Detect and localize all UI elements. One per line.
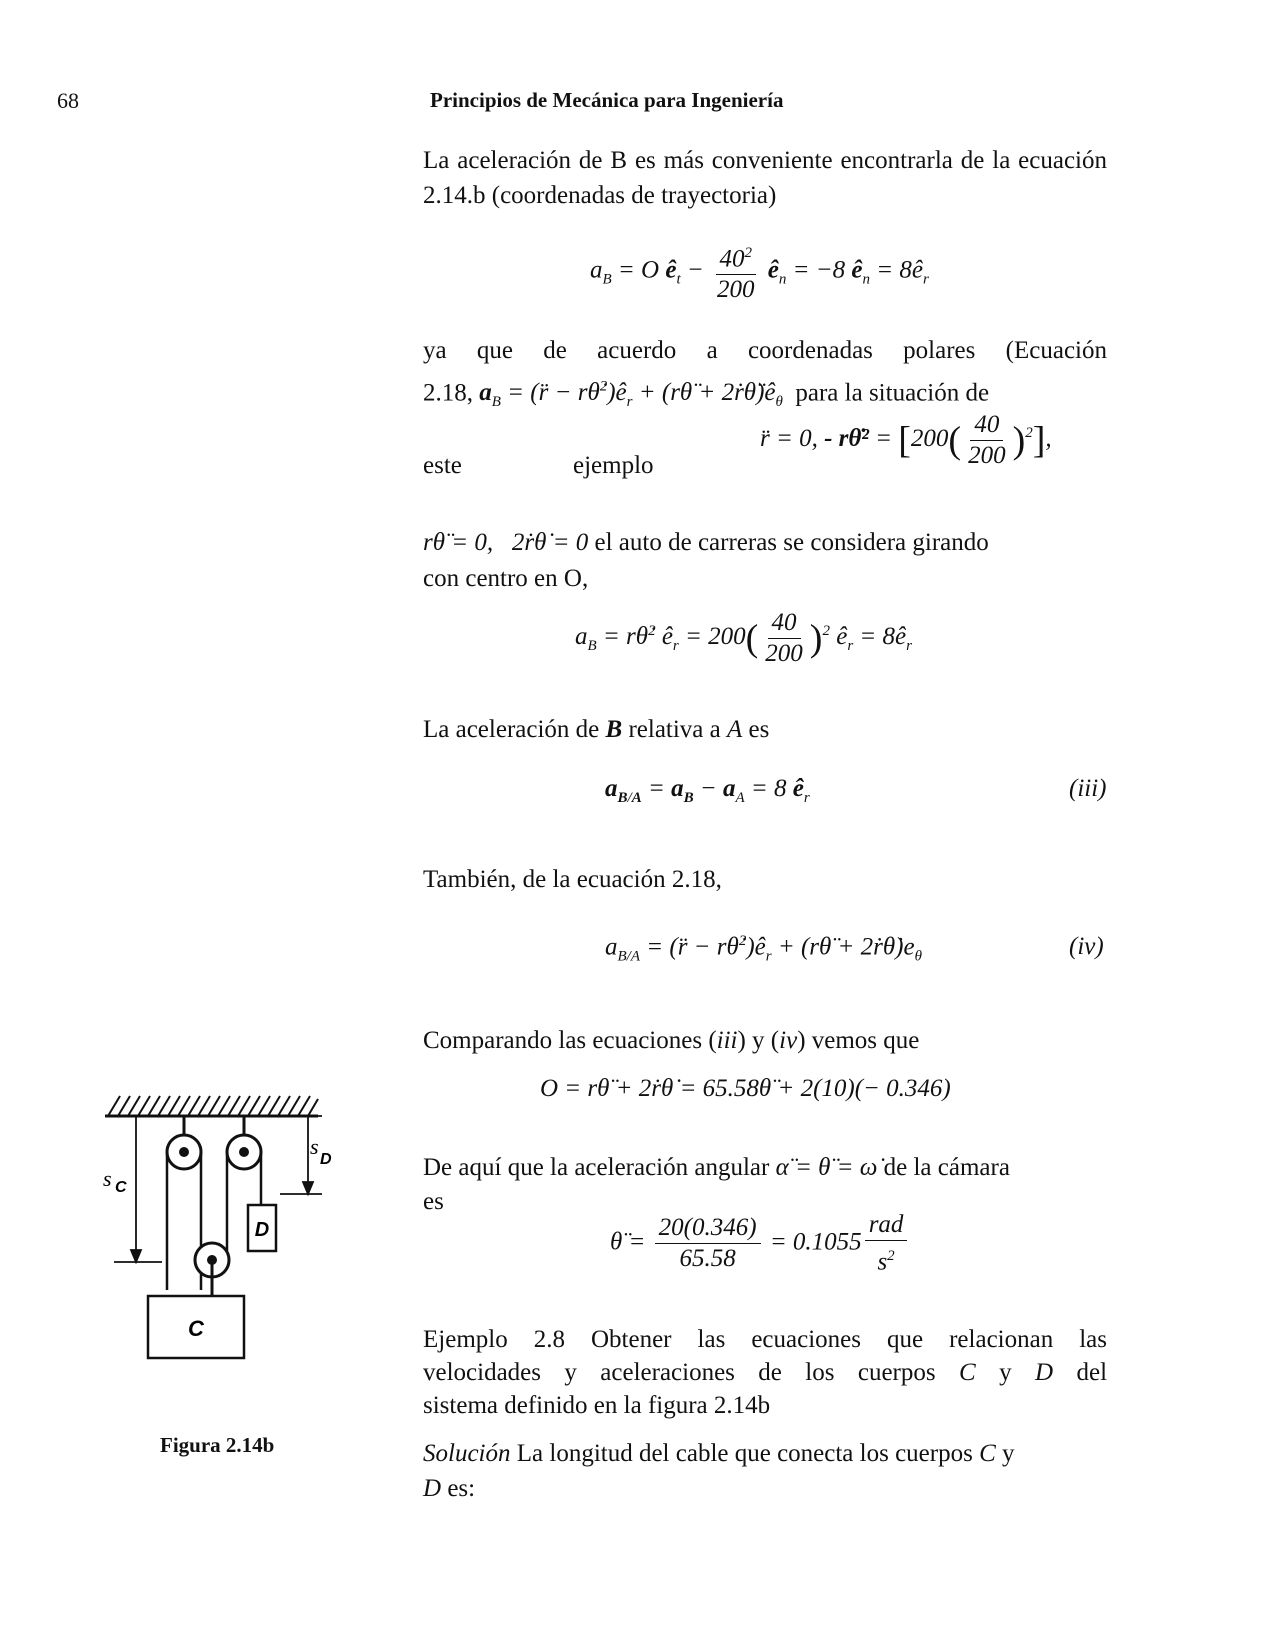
comparando-iv: iv: [779, 1027, 798, 1054]
label-sc: s: [103, 1166, 112, 1191]
relative-acc-b: B: [605, 716, 623, 743]
word-ejemplo: ejemplo: [573, 452, 654, 479]
equation-iii: $a_{B/A} = a_B - a_A = 8$ $ê_r$: [605, 775, 810, 806]
comparando-mid: ) y (: [737, 1027, 780, 1054]
example-line2: [423, 1355, 1107, 1390]
label-sd-sub: D: [320, 1151, 332, 1168]
ceiling-hatch: [105, 1096, 318, 1116]
example-line3: sistema definido en la figura 2.14b: [423, 1392, 771, 1419]
block-d-label: D: [254, 1219, 270, 1241]
example-body-c: C: [959, 1359, 976, 1386]
solution-body-c: C: [979, 1440, 996, 1467]
paragraph-es: es: [423, 1188, 444, 1215]
relative-acc-a: A: [727, 716, 743, 743]
example-line2-pre: velocidades y aceleraciones de los cuerpos: [423, 1359, 936, 1386]
solution-body-d: D: [423, 1475, 442, 1502]
paragraph-tambien: También, de la ecuación 2.18,: [423, 866, 722, 893]
paragraph-center-o: con centro en O,: [423, 565, 589, 592]
polar-line2-tail: para la situación de: [795, 379, 990, 407]
block-c: [148, 1296, 244, 1358]
paragraph-race-car: rθ̈ = 0, 2ṙθ̇ = 0 el auto de carreras se considera girando: [423, 529, 989, 556]
race-car-text: el auto de carreras se considera girando: [594, 529, 989, 556]
solution-y: y: [1002, 1440, 1015, 1467]
example-y: y: [999, 1359, 1012, 1386]
page-number: 68: [57, 88, 79, 113]
solution-text: La longitud del cable que conecta los cuerpos: [516, 1440, 973, 1467]
example-body-d: D: [1035, 1359, 1054, 1386]
example-line1: Ejemplo 2.8 Obtener las ecuaciones que relacionan las: [423, 1326, 1107, 1353]
word-este: este: [423, 452, 462, 479]
figure-caption: Figura 2.14b: [160, 1433, 275, 1457]
equation-ab-polar: $a_B$ = rθ̇$^2$ $ê_r = 200$( $\frac{40}{200}$ )$^2$ $ê_r$ = $8ê_r$: [575, 609, 912, 667]
paragraph-acceleration-b: La aceleración de B es más conveniente encontrarla de la ecuación 2.14.b (coordenadas de trayectoria): [423, 147, 1107, 209]
pulley-figure: [100, 1090, 330, 1420]
paragraph-polar-line1: ya que de acuerdo a coordenadas polares (Ecuación: [423, 337, 1107, 364]
example-line2-post: del: [1076, 1359, 1108, 1386]
equation-example-values: r̈ = 0, - rθ̇² = [200( $\frac{40}{200}$ )$^2$],: [760, 411, 1052, 469]
paragraph-relative-acc: [423, 712, 769, 747]
pulley-right: [227, 1135, 261, 1169]
angular-acc-post: de la cámara: [883, 1154, 1010, 1181]
equation-ab-path: $a_B = O$ $ê_t$ − $\frac{40^2}{200}$ $ê_n = -8$ $ê_n$ = $8ê_r$: [590, 238, 929, 305]
comparando-iii: iii: [716, 1027, 738, 1054]
label-sd: s: [310, 1134, 319, 1159]
paragraph-polar-line2: 2.18, $a_B$ = (r̈ − $r\thetȧ^2)ê_r$ + (rθ̈ + $2ṙ\thetä)ê_\theta$ para la situación de: [423, 379, 990, 411]
equation-theta-ddot: θ̈ = $\frac{20(0.346)}{65.58}$ = 0.1055 $\frac{\text{rad}}{s^2}$: [610, 1210, 910, 1277]
running-title: Principios de Mecánica para Ingeniería: [430, 88, 784, 112]
equation-label-iv: (iv): [1069, 933, 1104, 960]
comparando-post: ) vemos que: [797, 1027, 920, 1054]
relative-acc-pre: La aceleración de: [423, 716, 600, 743]
label-sc-sub: C: [115, 1179, 127, 1196]
paragraph-angular-acc: De aquí que la aceleración angular α̈ = θ̈ = ω̇ de la cámara: [423, 1154, 1010, 1181]
comparando-pre: Comparando las ecuaciones (: [423, 1027, 717, 1054]
angular-acc-pre: De aquí que la aceleración angular: [423, 1154, 770, 1181]
relative-acc-mid: relativa a: [628, 716, 721, 743]
pulley-left: [167, 1135, 201, 1169]
solution-line1: [423, 1436, 1107, 1471]
relative-acc-post: es: [748, 716, 770, 743]
ref-eq-218: 2.18,: [423, 379, 473, 407]
solution-line2: [423, 1471, 475, 1506]
solution-end: es:: [447, 1475, 476, 1502]
equation-iv: $a_{B/A}$ = (r̈ − $r\thetȧ^2)ê_r$ + (rθ̈ + $2ṙ\thetȧ)e_\theta$: [605, 933, 922, 965]
block-c-label: C: [188, 1316, 204, 1341]
block-d: [248, 1205, 276, 1251]
equation-label-iii: (iii): [1069, 775, 1107, 802]
equation-zero-tangential: O = rθ̈ + 2ṙθ̇ = 65.58θ̈ + 2(10)(− 0.346): [540, 1075, 951, 1102]
solution-label: Solución: [423, 1440, 511, 1467]
paragraph-comparando: [423, 1023, 919, 1058]
